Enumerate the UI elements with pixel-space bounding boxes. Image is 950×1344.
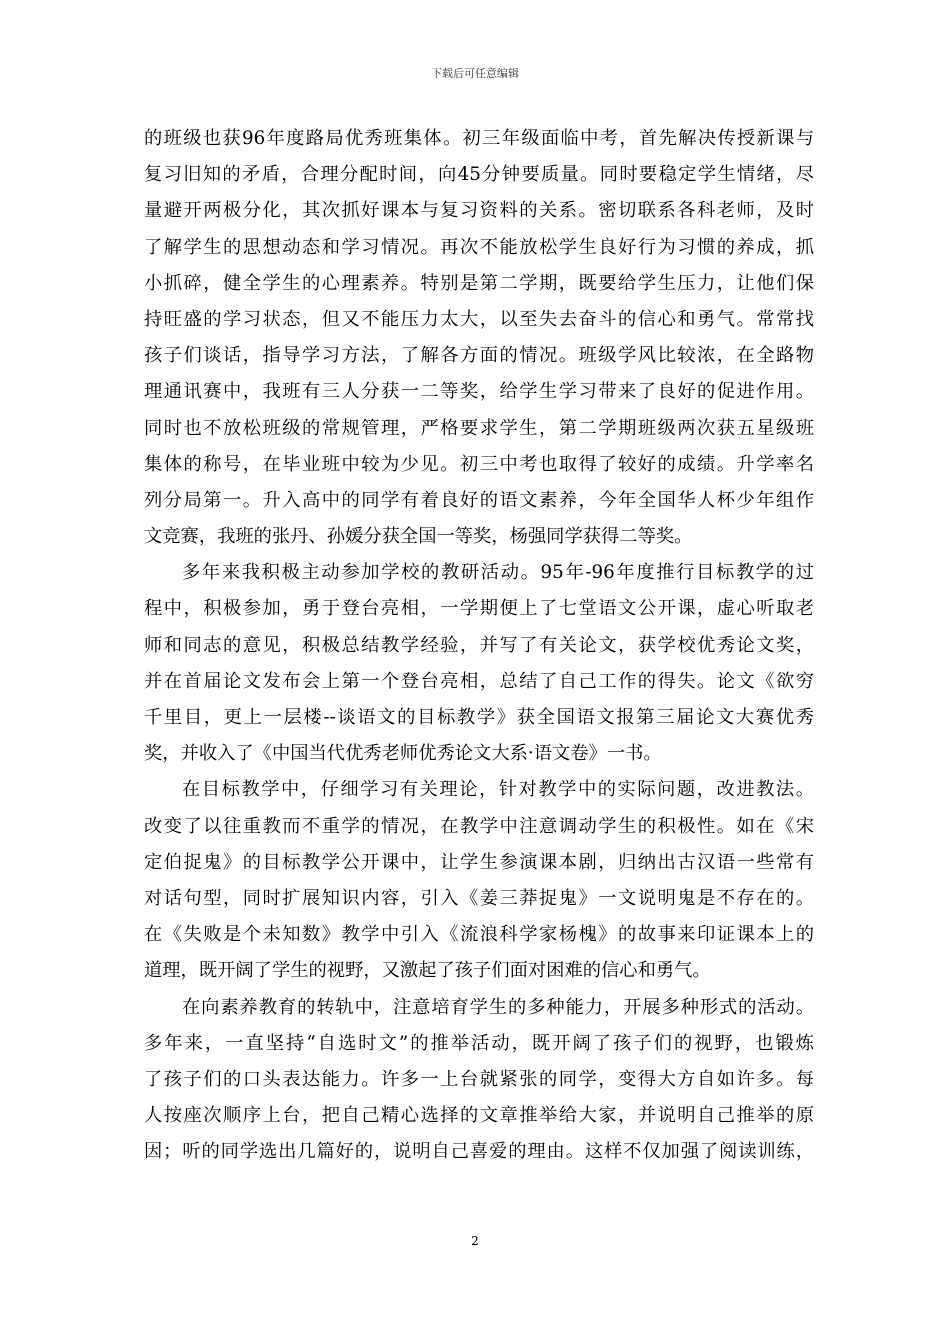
page-number: 2 (471, 1234, 479, 1248)
paragraph (144, 772, 814, 989)
text-line: 复习旧知的矛盾，合理分配时间，向45分钟要质量。同时要稳定学生情绪，尽 (144, 164, 814, 186)
text-line: 千里目，更上一层楼--谈语文的目标教学》获全国语文报第三届论文大赛优秀 (144, 707, 814, 728)
text-line: 量避开两极分化，其次抓好课本与复习资料的关系。密切联系各科老师，及时 (144, 200, 814, 222)
text-line: 小抓碎，健全学生的心理素养。特别是第二学期，既要给学生压力，让他们保 (144, 272, 814, 294)
paragraph (144, 121, 814, 555)
text-line: 在向素养教育的转轨中，注意培育学生的多种能力，开展多种形式的活动。 (182, 996, 814, 1018)
text-line: 对话句型，同时扩展知识内容，引入《姜三莽捉鬼》一文说明鬼是不存在的。 (144, 887, 814, 909)
text-line: 理通讯赛中，我班有三人分获一二等奖，给学生学习带来了良好的促进作用。 (144, 381, 814, 403)
text-line: 集体的称号，在毕业班中较为少见。初三中考也取得了较好的成绩。升学率名 (144, 453, 814, 475)
text-line: 多年来我积极主动参加学校的教研活动。95年-96年度推行目标教学的过 (182, 562, 814, 584)
paragraph (144, 990, 814, 1171)
text-line: 在目标教学中，仔细学习有关理论，针对教学中的实际问题，改进教法。 (182, 779, 814, 801)
text-line: 了孩子们的口头表达能力。许多一上台就紧张的同学，变得大方自如许多。每 (144, 1068, 814, 1090)
text-line: 师和同志的意见，积极总结教学经验，并写了有关论文，获学校优秀论文奖， (144, 634, 814, 656)
page-header: 下载后可任意编辑 (431, 67, 519, 80)
text-line: 孩子们谈话，指导学习方法，了解各方面的情况。班级学风比较浓，在全路物 (144, 345, 814, 367)
paragraph (144, 555, 814, 772)
text-line: 改变了以往重教而不重学的情况，在教学中注意调动学生的积极性。如在《宋 (144, 815, 814, 837)
text-line: 持旺盛的学习状态，但又不能压力太大，以至失去奋斗的信心和勇气。常常找 (144, 308, 814, 330)
text-line: 定伯捉鬼》的目标教学公开课中，让学生参演课本剧，归纳出古汉语一些常有 (144, 851, 814, 873)
text-line: 的班级也获96年度路局优秀班集体。初三年级面临中考，首先解决传授新课与 (144, 128, 814, 149)
text-line: 道理，既开阔了学生的视野，又激起了孩子们面对困难的信心和勇气。 (144, 960, 711, 982)
text-line: 人按座次顺序上台，把自己精心选择的文章推举给大家，并说明自己推举的原 (144, 1105, 814, 1127)
text-line: 同时也不放松班级的常规管理，严格要求学生，第二学期班级两次获五星级班 (144, 417, 814, 439)
text-line: 奖，并收入了《中国当代优秀老师优秀论文大系·语文卷》一书。 (144, 743, 662, 765)
document-body (144, 121, 814, 1170)
text-line: 文竞赛，我班的张丹、孙媛分获全国一等奖，杨强同学获得二等奖。 (144, 526, 693, 548)
text-line: 因；听的同学选出几篇好的，说明自己喜爱的理由。这样不仅加强了阅读训练， (144, 1141, 814, 1163)
text-line: 了解学生的思想动态和学习情况。再次不能放松学生良好行为习惯的养成，抓 (144, 236, 814, 258)
text-line: 列分局第一。升入高中的同学有着良好的语文素养，今年全国华人杯少年组作 (144, 489, 814, 511)
text-line: 程中，积极参加，勇于登台亮相，一学期便上了七堂语文公开课，虚心听取老 (144, 598, 814, 620)
text-line: 多年来，一直坚持“自选时文”的推举活动，既开阔了孩子们的视野，也锻炼 (144, 1032, 814, 1054)
text-line: 并在首届论文发布会上第一个登台亮相，总结了自己工作的得失。论文《欲穷 (144, 670, 814, 692)
text-line: 在《失败是个未知数》教学中引入《流浪科学家杨槐》的故事来印证课本上的 (144, 924, 814, 946)
